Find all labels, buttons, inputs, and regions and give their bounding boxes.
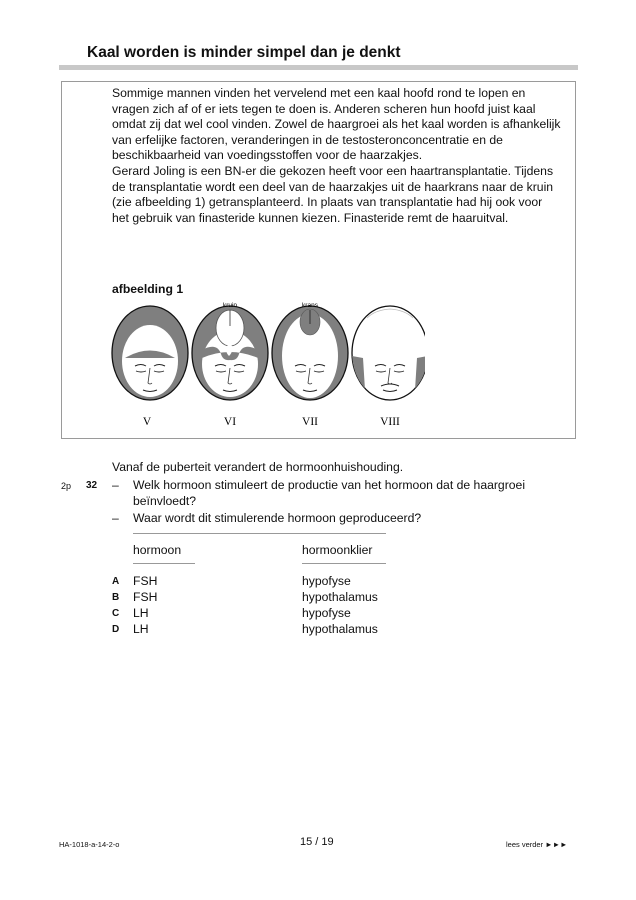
option-gland: hypofyse bbox=[302, 606, 351, 620]
footer-continue: lees verder ►►► bbox=[506, 840, 568, 849]
stage-label-vii: VII bbox=[302, 416, 318, 428]
option-letter: C bbox=[112, 608, 120, 619]
footer-page-number: 15 / 19 bbox=[300, 836, 334, 848]
question-bullet-2: Waar wordt dit stimulerende hormoon geproduceerd? bbox=[133, 511, 422, 525]
question-points: 2p bbox=[61, 481, 72, 491]
option-gland: hypothalamus bbox=[302, 590, 378, 604]
head-stage-v bbox=[112, 306, 188, 400]
option-hormone: FSH bbox=[133, 590, 158, 604]
bullet-dash: – bbox=[112, 478, 119, 492]
stage-label-vi: VI bbox=[223, 416, 237, 428]
column-rule-gland bbox=[302, 563, 386, 564]
table-top-rule bbox=[133, 533, 386, 534]
option-hormone: LH bbox=[133, 606, 149, 620]
question-bullet-1: Welk hormoon stimuleert de productie van het hormoon dat de haargroei beïnvloedt? bbox=[133, 478, 526, 508]
bullet-dash: – bbox=[112, 511, 119, 525]
figure-label: afbeelding 1 bbox=[112, 282, 184, 296]
question-intro: Vanaf de puberteit verandert de hormoonhuishouding. bbox=[112, 460, 404, 474]
intro-paragraph-1: Sommige mannen vinden het vervelend met een kaal hoofd rond te lopen en vragen zich af of er iets tegen te doen is. Anderen scheren hun hoofd juist kaal omdat zij dat wel cool vinden. Zowel de haargroei als het kaal worden is afhankelijk van erfelijke factoren, veranderingen in de testosteronconcentratie en de beschikbaarheid van voedingsstoffen voor de haarzakjes. bbox=[112, 86, 561, 163]
option-gland: hypothalamus bbox=[302, 622, 378, 636]
intro-paragraph-2: Gerard Joling is een BN-er die gekozen heeft voor een haartransplantatie. Tijdens de transplantatie wordt een deel van de haarzakjes uit de haarkrans naar de kruin (zie afbeelding 1) getransplanteerd. In plaats van transplantatie had hij ook voor het gebruik van finasteride kunnen kiezen. Finasteride remt de haaruitval. bbox=[112, 163, 554, 225]
question-number: 32 bbox=[86, 480, 98, 491]
head-stage-viii bbox=[352, 306, 425, 400]
option-gland: hypofyse bbox=[302, 574, 351, 588]
option-letter: A bbox=[112, 576, 120, 587]
option-hormone: FSH bbox=[133, 574, 158, 588]
column-rule-hormone bbox=[133, 563, 195, 564]
balding-stages-figure bbox=[105, 298, 425, 430]
stage-label-v: V bbox=[142, 416, 152, 428]
annotation-krans: krans bbox=[302, 302, 318, 309]
option-hormone: LH bbox=[133, 622, 149, 636]
footer-exam-code: HA-1018-a-14-2-o bbox=[59, 840, 120, 849]
stage-label-viii: VIII bbox=[380, 416, 400, 428]
page-title: Kaal worden is minder simpel dan je denkt bbox=[87, 44, 401, 61]
column-header-gland: hormoonklier bbox=[302, 543, 373, 557]
intro-text bbox=[112, 86, 562, 226]
title-divider bbox=[59, 65, 578, 70]
option-letter: B bbox=[112, 592, 120, 603]
column-header-hormone: hormoon bbox=[133, 543, 182, 557]
option-letter: D bbox=[112, 624, 120, 635]
annotation-kruin: kruin bbox=[222, 302, 238, 309]
